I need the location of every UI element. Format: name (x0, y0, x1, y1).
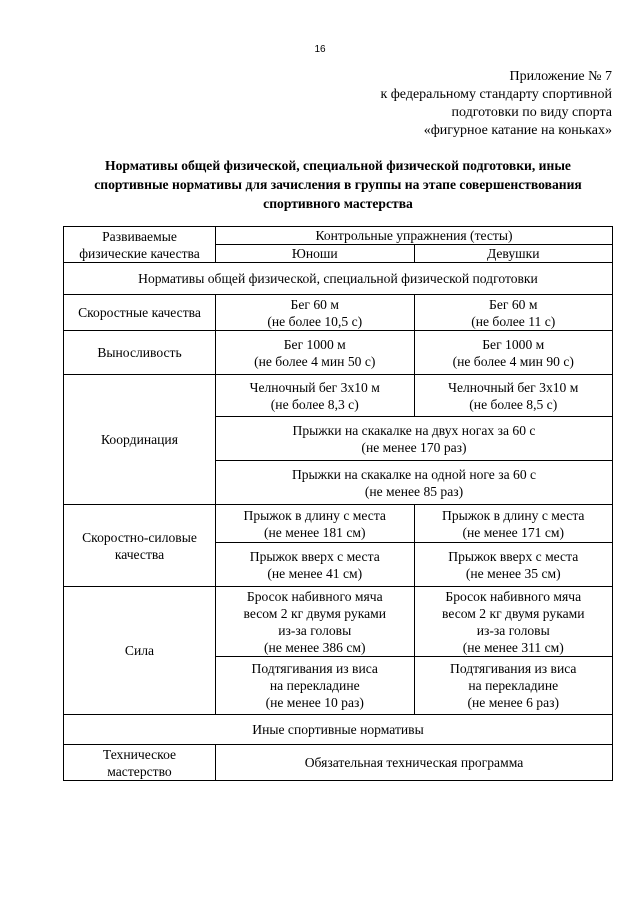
appendix-line: «фигурное катание на коньках» (423, 123, 612, 138)
quality-coordination-cell: Координация (64, 375, 216, 505)
title-line: Нормативы общей физической, специальной физической подготовки, иные (105, 158, 571, 173)
appendix-block (380, 68, 612, 140)
girls-cell: Бег 60 м (не более 11 с) (414, 295, 613, 331)
quality-strength-cell: Сила (64, 587, 216, 715)
girls-cell: Подтягивания из виса на перекладине (не менее 6 раз) (414, 657, 613, 715)
header-girls-cell: Девушки (414, 245, 613, 263)
shared-cell: Прыжки на скакалке на одной ноге за 60 с (не менее 85 раз) (216, 461, 613, 505)
table-row (64, 587, 613, 657)
title-line: спортивные нормативы для зачисления в группы на этапе совершенствования (94, 177, 582, 192)
document-title (40, 156, 636, 213)
page-number: 16 (314, 44, 326, 55)
header-qualities-cell: Развиваемые физические качества (64, 227, 216, 263)
section-general-heading: Нормативы общей физической, специальной физической подготовки (64, 263, 613, 295)
table-row (64, 295, 613, 331)
appendix-line: к федеральному стандарту спортивной (380, 87, 612, 102)
header-boys-cell: Юноши (216, 245, 415, 263)
table-row (64, 331, 613, 375)
technical-program-cell: Обязательная техническая программа (216, 745, 613, 781)
quality-speed-strength-cell: Скоростно-силовые качества (64, 505, 216, 587)
quality-speed-cell: Скоростные качества (64, 295, 216, 331)
boys-cell: Челночный бег 3x10 м (не более 8,3 с) (216, 375, 415, 417)
boys-cell: Бег 1000 м (не более 4 мин 50 с) (216, 331, 415, 375)
section-row (64, 263, 613, 295)
girls-cell: Челночный бег 3x10 м (не более 8,5 с) (414, 375, 613, 417)
girls-cell: Прыжок вверх с места (не менее 35 см) (414, 543, 613, 587)
norms-table (63, 226, 613, 781)
quality-technical-cell: Техническое мастерство (64, 745, 216, 781)
boys-cell: Подтягивания из виса на перекладине (не менее 10 раз) (216, 657, 415, 715)
boys-cell: Бросок набивного мяча весом 2 кг двумя руками из-за головы (не менее 386 см) (216, 587, 415, 657)
boys-cell: Прыжок вверх с места (не менее 41 см) (216, 543, 415, 587)
table-row (64, 375, 613, 417)
boys-cell: Прыжок в длину с места (не менее 181 см) (216, 505, 415, 543)
appendix-line: подготовки по виду спорта (451, 105, 612, 120)
shared-cell: Прыжки на скакалке на двух ногах за 60 с (не менее 170 раз) (216, 417, 613, 461)
table-row (64, 745, 613, 781)
table-row (64, 505, 613, 543)
header-tests-cell: Контрольные упражнения (тесты) (216, 227, 613, 245)
girls-cell: Бросок набивного мяча весом 2 кг двумя руками из-за головы (не менее 311 см) (414, 587, 613, 657)
table-header-row (64, 227, 613, 245)
title-line: спортивного мастерства (263, 196, 413, 211)
girls-cell: Бег 1000 м (не более 4 мин 90 с) (414, 331, 613, 375)
appendix-line: Приложение № 7 (509, 69, 612, 84)
quality-endurance-cell: Выносливость (64, 331, 216, 375)
girls-cell: Прыжок в длину с места (не менее 171 см) (414, 505, 613, 543)
boys-cell: Бег 60 м (не более 10,5 с) (216, 295, 415, 331)
section-other-heading: Иные спортивные нормативы (64, 715, 613, 745)
section-row (64, 715, 613, 745)
